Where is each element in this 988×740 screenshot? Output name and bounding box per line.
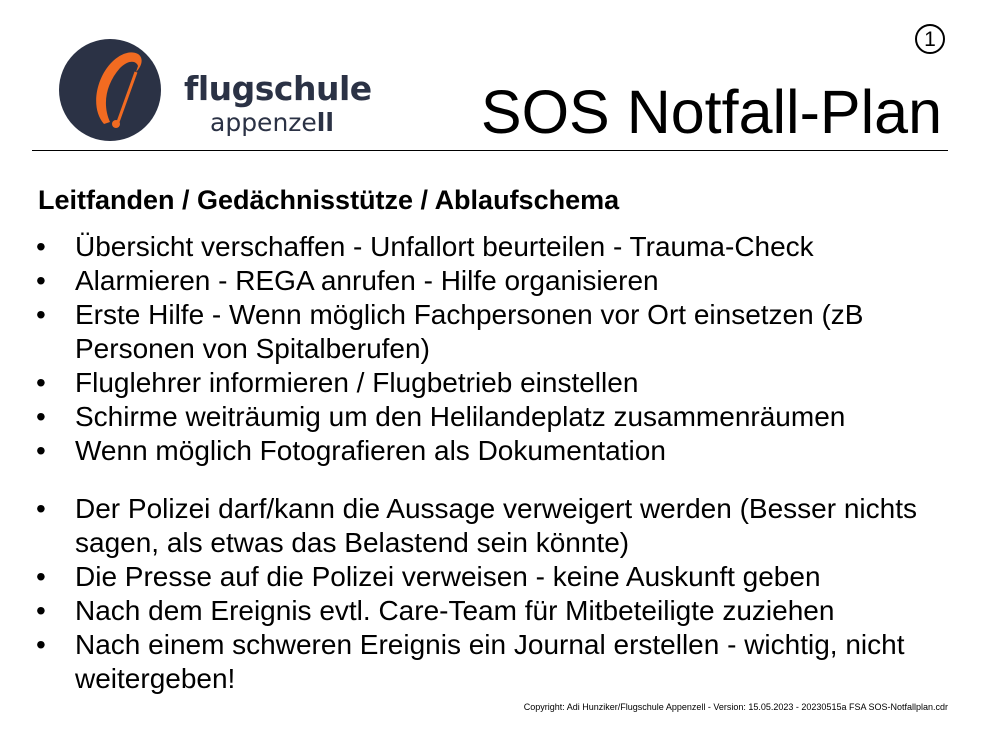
list-item [36, 560, 988, 594]
paraglider-logo-icon [58, 38, 162, 142]
list-item-text: Fluglehrer informieren / Flugbetrieb einstellen [75, 367, 639, 398]
bullet-icon: • [36, 561, 46, 592]
list-item-text: Übersicht verschaffen - Unfallort beurteilen - Trauma-Check [75, 231, 814, 262]
list-item [36, 400, 988, 434]
list-item-text: Schirme weiträumig um den Helilandeplatz zusammenräumen [75, 401, 846, 432]
list-item [36, 628, 988, 696]
list-item [36, 366, 988, 400]
bullet-icon: • [36, 629, 46, 660]
bullet-icon: • [36, 367, 46, 398]
list-item-text: Nach dem Ereignis evtl. Care-Team für Mitbeteiligte zuziehen [75, 595, 835, 626]
bullet-icon: • [36, 299, 46, 330]
checklist-section-2 [36, 492, 988, 696]
list-item-text: Alarmieren - REGA anrufen - Hilfe organisieren [75, 265, 659, 296]
list-item [36, 492, 988, 560]
logo-text-appenzell: appenzell [210, 108, 334, 137]
list-item [36, 434, 988, 468]
list-item [36, 230, 988, 264]
bullet-icon: • [36, 265, 46, 296]
footer-copyright: Copyright: Adi Hunziker/Flugschule Appenzell - Version: 15.05.2023 - 20230515a FSA SOS-Notfallplan.cdr [523, 702, 948, 712]
section-subtitle: Leitfanden / Gedächnisstütze / Ablaufschema [38, 185, 620, 215]
bullet-icon: • [36, 493, 46, 524]
logo-text-flugschule: flugschule [184, 69, 372, 108]
list-item [36, 264, 988, 298]
bullet-icon: • [36, 231, 46, 262]
flugschule-logo [58, 38, 378, 142]
bullet-icon: • [36, 435, 46, 466]
header-divider [32, 150, 948, 151]
page-title: SOS Notfall-Plan [480, 78, 942, 146]
list-item-text: Der Polizei darf/kann die Aussage verweigert werden (Besser nichts sagen, als etwas das Belastend sein könnte) [75, 493, 917, 558]
bullet-icon: • [36, 595, 46, 626]
list-item [36, 594, 988, 628]
list-item-text: Die Presse auf die Polizei verweisen - keine Auskunft geben [75, 561, 821, 592]
list-item-text: Nach einem schweren Ereignis ein Journal erstellen - wichtig, nicht weitergeben! [75, 629, 905, 694]
list-item-text: Erste Hilfe - Wenn möglich Fachpersonen vor Ort einsetzen (zB Personen von Spitalberufen) [75, 299, 864, 364]
list-item [36, 298, 988, 366]
list-item-text: Wenn möglich Fotografieren als Dokumentation [75, 435, 666, 466]
bullet-icon: • [36, 401, 46, 432]
page-number-badge: 1 [915, 24, 945, 54]
checklist-section-1 [36, 230, 988, 468]
